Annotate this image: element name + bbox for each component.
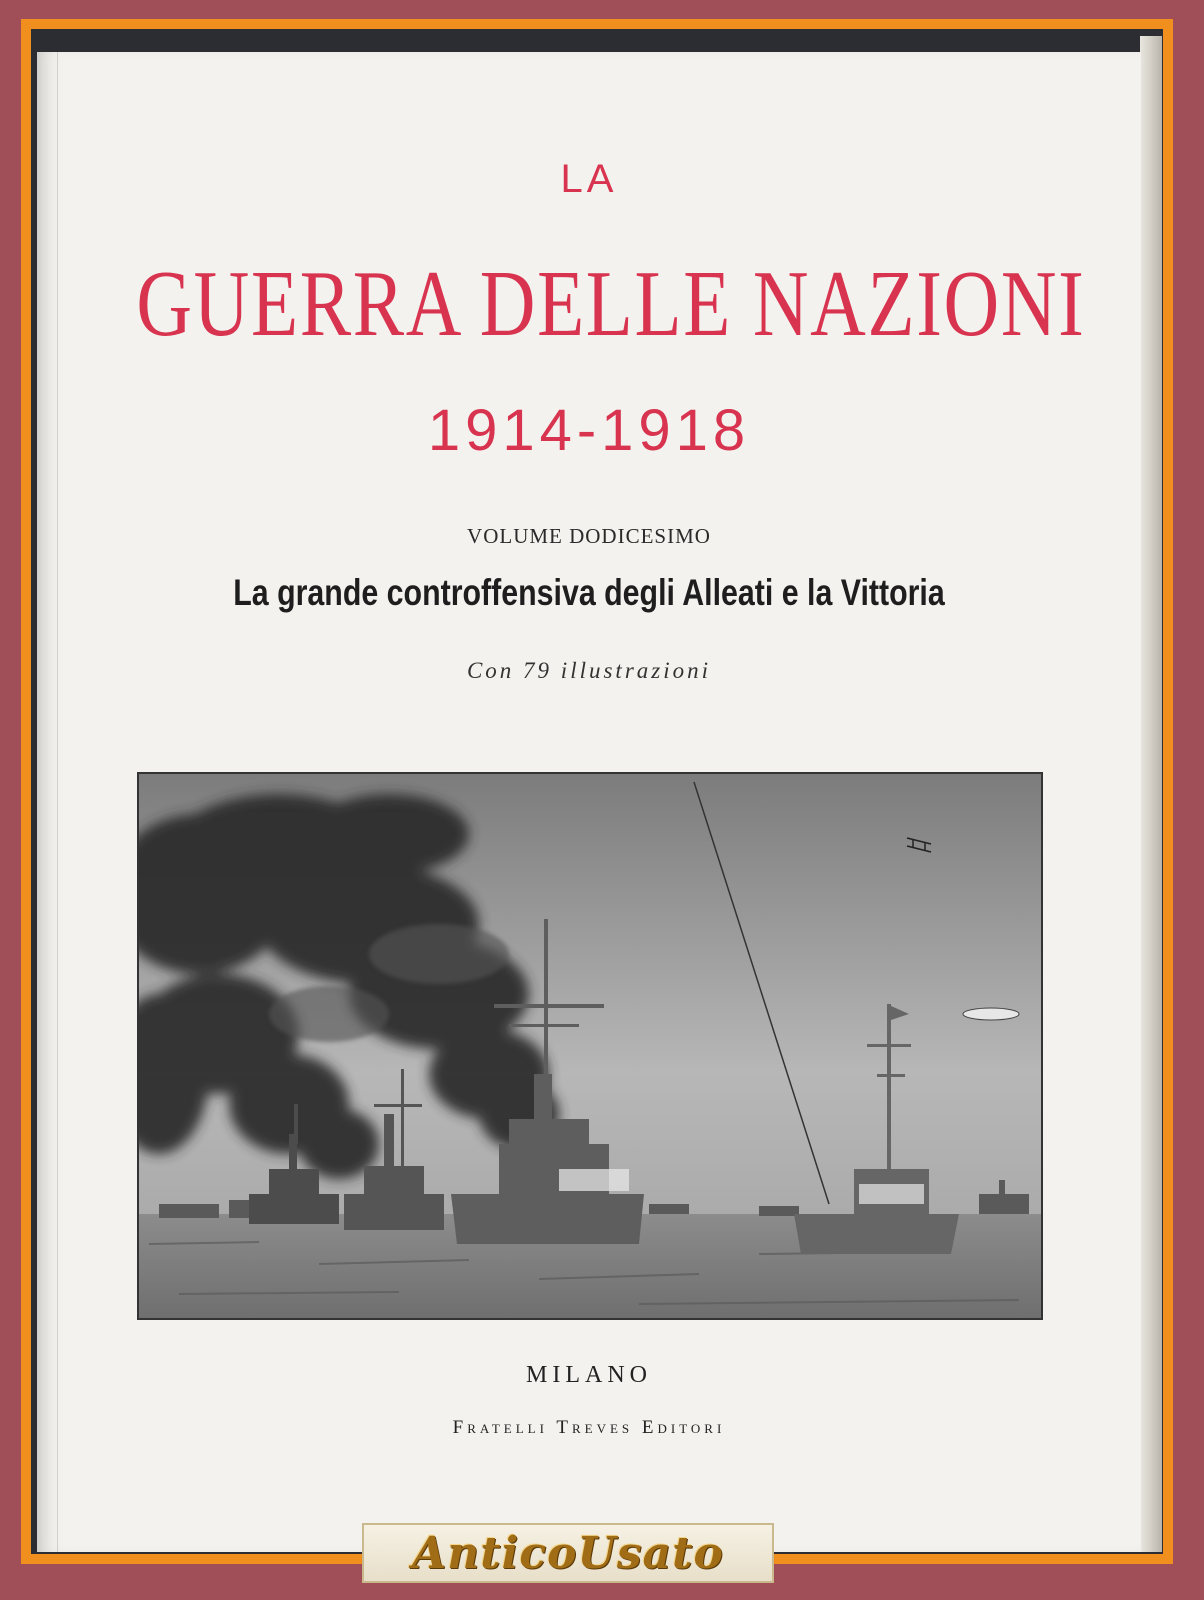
title-article: LA — [560, 157, 618, 201]
book-subtitle: La grande controffensiva degli Alleati e la Vittoria — [233, 572, 945, 613]
battleship-fleet-illustration — [137, 772, 1043, 1320]
battleship-fleet-image — [139, 774, 1041, 1318]
anticousato-logo — [362, 1523, 774, 1583]
page-gutter — [57, 52, 58, 1552]
illustrations-count: Con 79 illustrazioni — [466, 658, 712, 683]
publisher-name: Fratelli Treves Editori — [452, 1417, 726, 1438]
volume-label: VOLUME DODICESIMO — [467, 524, 711, 548]
book-page-edges — [1140, 36, 1162, 1552]
title-page — [37, 52, 1141, 1552]
publication-place: MILANO — [526, 1362, 652, 1388]
book-title: GUERRA DELLE NAZIONI — [136, 252, 1086, 356]
watermark-text: AnticoUsato — [412, 1527, 724, 1579]
book-years: 1914-1918 — [427, 398, 751, 463]
